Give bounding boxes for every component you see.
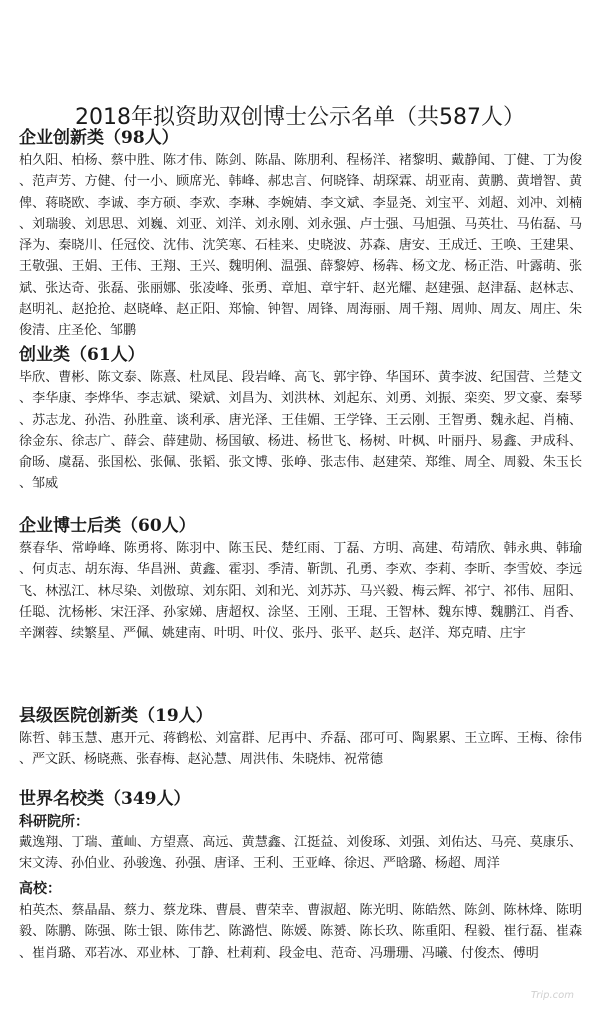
section-title-county-hospital: 县级医院创新类（19人） bbox=[19, 706, 213, 726]
name-list-postdoc: 蔡春华、常峥峰、陈勇将、陈羽中、陈玉民、楚红雨、丁磊、方明、高建、苟靖欣、韩永典、韩瑜、何贞志、胡东海、华昌洲、黄鑫、霍羽、季清、靳凯、孔勇、李欢、李莉、李昕、李雪姣、李远飞、林泓江、林尽染、刘傲琼、刘东阳、刘和光、刘苏苏、马兴毅、梅云辉、祁宁、祁伟、屈阳、任聪、沈杨彬、宋汪泽、孙家娣、唐超权、涂坚、王刚、王琨、王智林、魏东博、魏鹏江、肖香、辛渊蓉、续繁星、严佩、姚建南、叶明、叶仪、张丹、张平、赵兵、赵洋、郑克晴、庄宇 bbox=[19, 541, 582, 642]
section-title-entrepreneurship: 创业类（61人） bbox=[19, 345, 145, 365]
sub-title-universities: 高校： bbox=[19, 881, 61, 897]
name-list-research-institutes: 戴逸翔、丁瑞、董屾、方望熹、高远、黄慧鑫、江挺益、刘俊琢、刘强、刘佑达、马亮、莫康乐、宋文涛、孙伯业、孙骏逸、孙强、唐译、王利、王亚峰、徐迟、严晗璐、杨超、周洋 bbox=[19, 835, 582, 872]
name-list-enterprise-innovation: 柏久阳、柏杨、蔡中胜、陈才伟、陈剑、陈晶、陈朋利、程杨洋、褚黎明、戴静闻、丁健、丁为俊、范声芳、方健、付一小、顾席光、韩峰、郝忠言、何晓锋、胡琛霖、胡亚南、黄鹏、黄增智、黄俾、蒋晓欧、李诚、李方硕、李欢、李琳、李婉婧、李文斌、李显尧、刘宝平、刘超、刘冲、刘楠、刘瑞骏、刘思思、刘巍、刘亚、刘洋、刘永刚、刘永强、卢士强、马旭强、马英壮、马佑磊、马泽为、秦晓川、任冠佼、沈伟、沈笑寒、石桂来、史晓波、苏森、唐安、王成迁、王唤、王建果、王敬强、王娟、王伟、王翔、王兴、魏明俐、温强、薛黎婷、杨犇、杨文龙、杨正浩、叶露萌、张斌、张达奇、张磊、张丽娜、张凌峰、张勇、章旭、章宇轩、赵光耀、赵建强、赵津磊、赵林志、赵明礼、赵抢抢、赵晓峰、赵正阳、郑愉、钟智、周锋、周海丽、周千翔、周帅、周友、周庄、朱俊清、庄圣伦、邹鹏 bbox=[19, 153, 582, 339]
name-list-universities: 柏英杰、蔡晶晶、蔡力、蔡龙珠、曹晨、曹荣幸、曹淑超、陈光明、陈皓然、陈剑、陈林烽、陈明毅、陈鹏、陈强、陈士银、陈伟艺、陈潞恺、陈媛、陈赟、陈长玖、陈重阳、程毅、崔行磊、崔森、崔肖璐、邓若冰、邓业林、丁静、杜莉莉、段金电、范奇、冯珊珊、冯曦、付俊杰、傅明 bbox=[19, 903, 582, 961]
name-list-county-hospital: 陈哲、韩玉慧、惠开元、蒋鹤松、刘富群、尼再中、乔磊、邵可可、陶累累、王立晖、王梅、徐伟、严文跃、杨晓燕、张春梅、赵沁慧、周洪伟、朱晓炜、祝常德 bbox=[19, 731, 582, 768]
section-title-world-universities: 世界名校类（349人） bbox=[19, 789, 191, 809]
watermark: Trip.com bbox=[530, 990, 574, 1001]
sub-title-research-institutes: 科研院所： bbox=[19, 814, 89, 830]
section-title-postdoc: 企业博士后类（60人） bbox=[19, 516, 196, 536]
page-title: 2018年拟资助双创博士公示名单（共587人） bbox=[75, 104, 525, 130]
name-list-entrepreneurship: 毕欣、曹彬、陈文泰、陈熹、杜凤昆、段岩峰、高飞、郭宇铮、华国环、黄李波、纪国营、兰楚文、李华康、李烨华、李志斌、梁斌、刘昌为、刘洪林、刘起东、刘勇、刘振、栾奕、罗文豪、秦琴、苏志龙、孙浩、孙胜童、谈利承、唐光泽、王佳媚、王学锋、王云刚、王智勇、魏永起、肖楠、徐金东、徐志广、薛会、薛建勋、杨国敏、杨进、杨世飞、杨树、叶枫、叶丽丹、易鑫、尹成科、俞旸、虞磊、张国松、张佩、张韬、张文博、张峥、张志伟、赵建荣、郑维、周全、周毅、朱玉长、邹威 bbox=[19, 370, 582, 492]
section-title-enterprise-innovation: 企业创新类（98人） bbox=[19, 128, 179, 148]
